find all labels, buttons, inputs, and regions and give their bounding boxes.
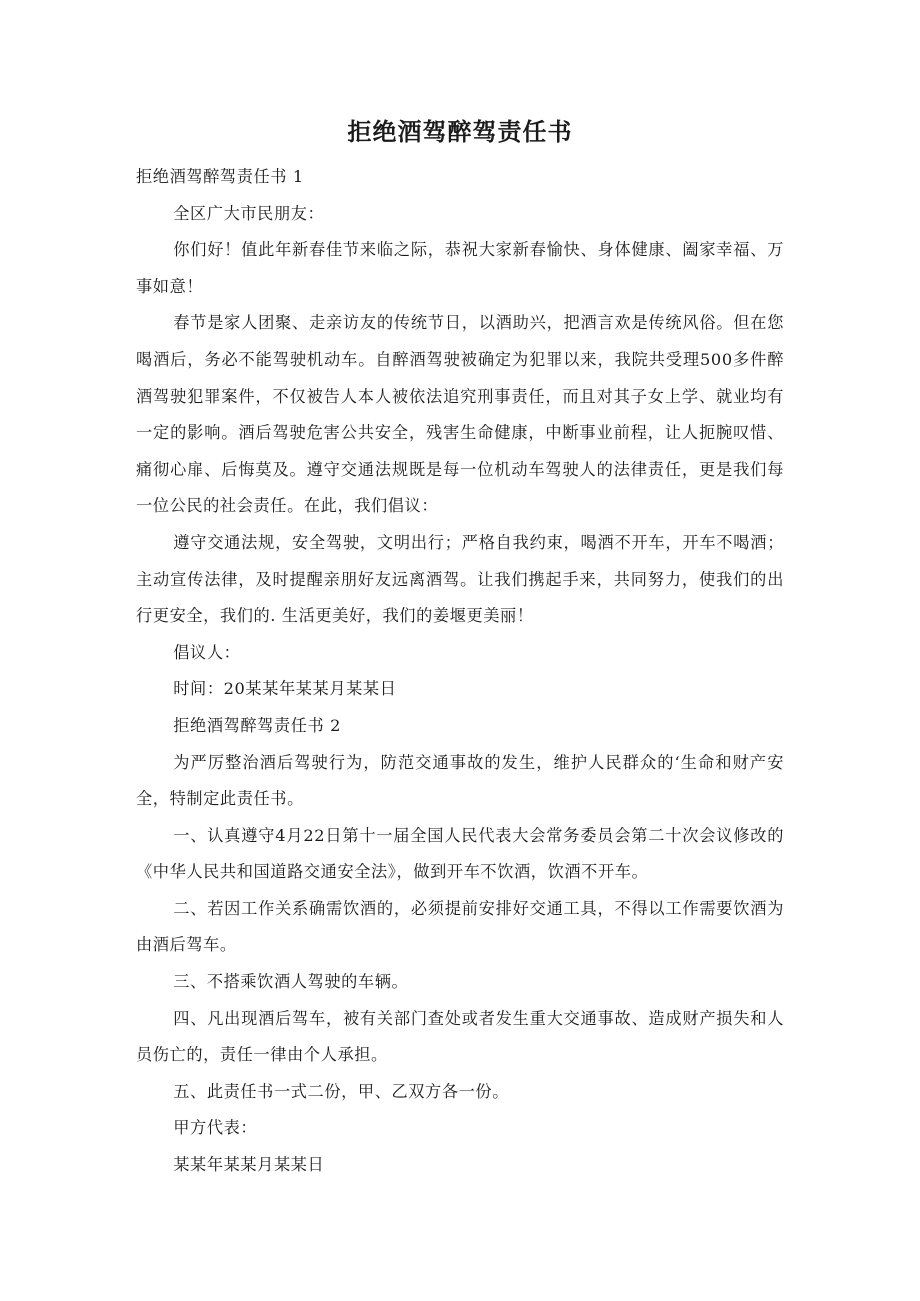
clause-item: 一、认真遵守4月22日第十一届全国人民代表大会常务委员会第二十次会议修改的《中华人民共和国道路交通安全法》，做到开车不饮酒，饮酒不开车。 bbox=[136, 825, 784, 882]
party-a-line: 甲方代表： bbox=[173, 1118, 258, 1138]
section-2-heading: 拒绝酒驾醉驾责任书 2 bbox=[173, 715, 341, 735]
document-title: 拒绝酒驾醉驾责任书 bbox=[347, 118, 573, 146]
body-paragraph: 春节是家人团聚、走亲访友的传统节日，以酒助兴，把酒言欢是传统风俗。但在您喝酒后，务必不能驾驶机动车。自醉酒驾驶被确定为犯罪以来，我院共受理500多件醉酒驾驶犯罪案件，不仅被告人本人被依法追究刑事责任，而且对其子女上学、就业均有一定的影响。酒后驾驶危害公共安全，残害生命健康，中断事业前程，让人扼腕叹惜、痛彻心扉、后悔莫及。遵守交通法规既是每一位机动车驾驶人的法律责任，更是我们每一位公民的社会责任。在此，我们倡议： bbox=[136, 313, 784, 516]
salutation: 全区广大市民朋友： bbox=[173, 203, 325, 223]
document-body bbox=[136, 159, 784, 1184]
section-1-heading: 拒绝酒驾醉驾责任书 1 bbox=[136, 167, 304, 186]
proposal-paragraph: 遵守交通法规，安全驾驶，文明出行；严格自我约束，喝酒不开车，开车不喝酒；主动宣传法律，及时提醒亲朋好友远离酒驾。让我们携起手来，共同努力，使我们的出行更安全，我们的. 生活更美好，我们的姜堰更美丽！ bbox=[136, 532, 784, 626]
date-line: 某某年某某月某某日 bbox=[173, 1155, 325, 1175]
greeting-paragraph: 你们好！值此年新春佳节来临之际，恭祝大家新春愉快、身体健康、阖家幸福、万事如意！ bbox=[136, 240, 784, 296]
intro-paragraph: 为严厉整治酒后驾驶行为，防范交通事故的发生，维护人民群众的‘生命和财产安全，特制定此责任书。 bbox=[136, 752, 784, 809]
clause-item: 二、若因工作关系确需饮酒的，必须提前安排好交通工具，不得以工作需要饮酒为由酒后驾车。 bbox=[136, 898, 784, 955]
clause-item: 五、此责任书一式二份，甲、乙双方各一份。 bbox=[173, 1081, 509, 1101]
clause-item: 四、凡出现酒后驾车，被有关部门查处或者发生重大交通事故、造成财产损失和人员伤亡的，责任一律由个人承担。 bbox=[136, 1008, 784, 1065]
initiator-line: 倡议人： bbox=[173, 642, 241, 662]
time-line: 时间：20某某年某某月某某日 bbox=[173, 679, 397, 699]
clause-item: 三、不搭乘饮酒人驾驶的车辆。 bbox=[173, 972, 409, 992]
